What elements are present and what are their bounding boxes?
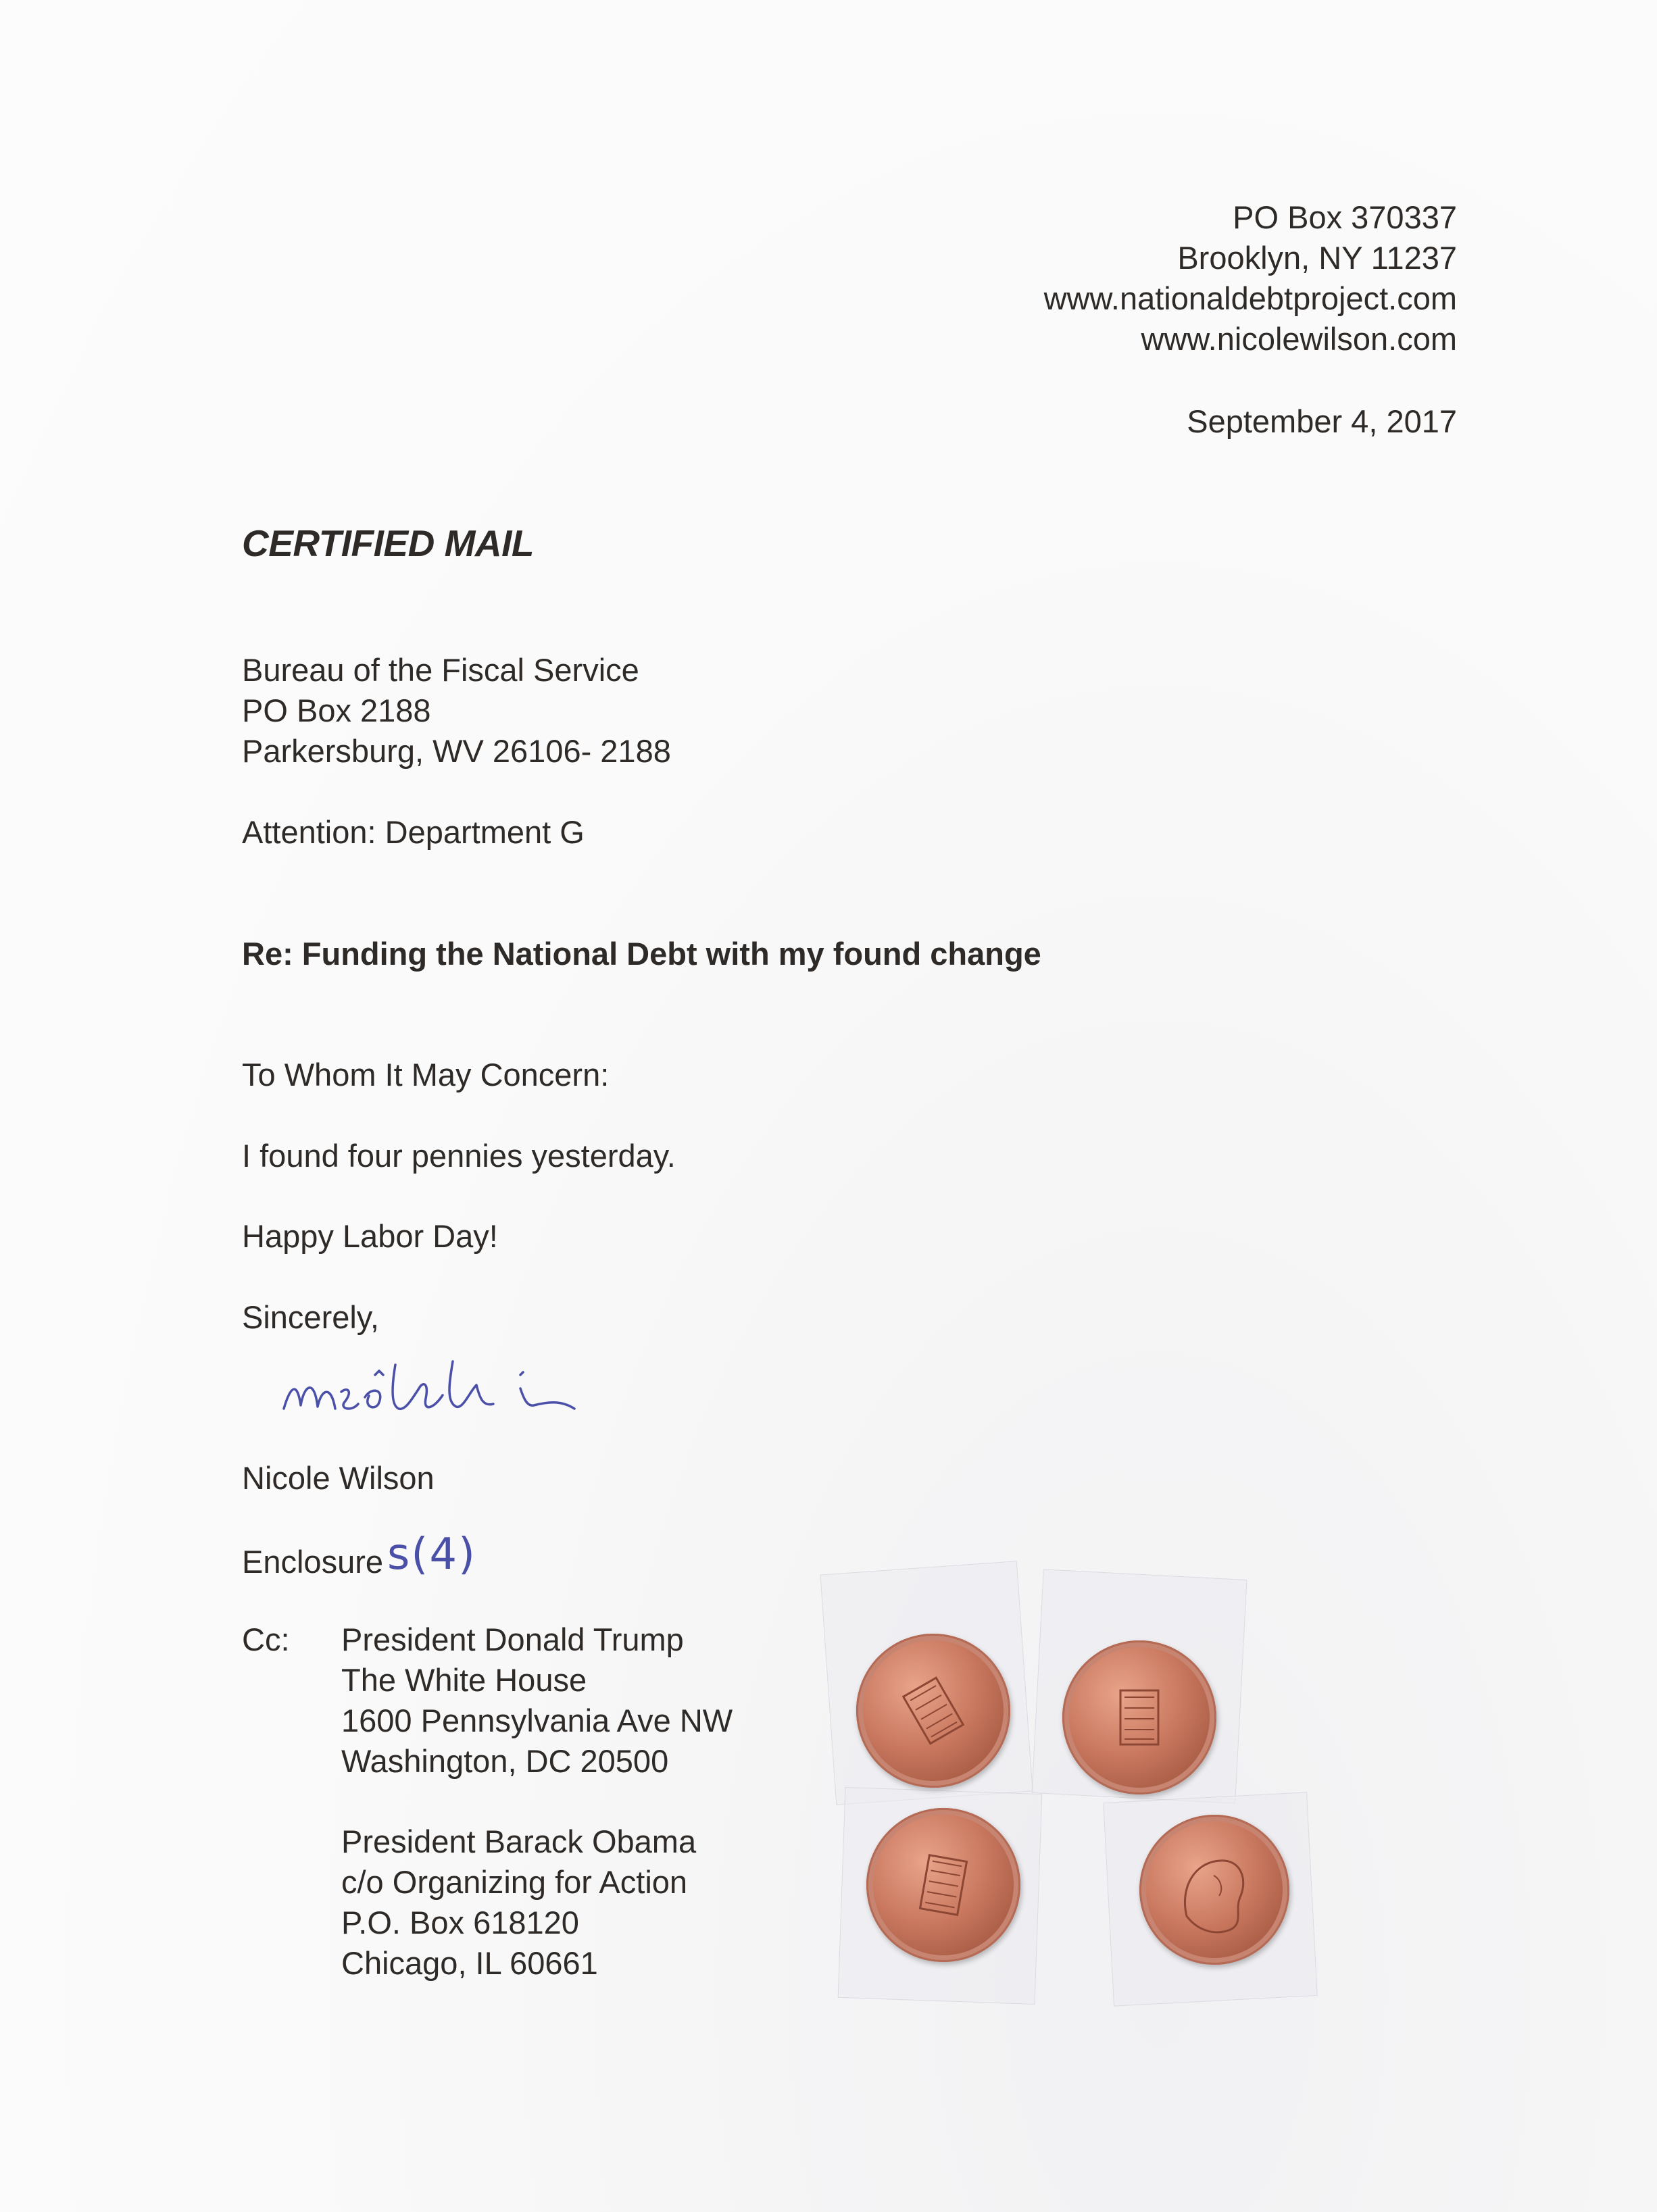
cc-line: President Barack Obama bbox=[341, 1824, 697, 1859]
cc-line: 1600 Pennsylvania Ave NW bbox=[341, 1703, 733, 1738]
body-line-2: Happy Labor Day! bbox=[242, 1218, 498, 1254]
signer-name: Nicole Wilson bbox=[242, 1460, 435, 1496]
salutation: To Whom It May Concern: bbox=[242, 1057, 610, 1092]
cc-label: Cc: bbox=[242, 1622, 290, 1657]
cc-recipient-obama bbox=[341, 1821, 696, 1984]
sender-city: Brooklyn, NY 11237 bbox=[1177, 240, 1457, 276]
sender-address bbox=[1044, 197, 1457, 359]
enclosure-line bbox=[242, 1530, 476, 1582]
penny-coin-1 bbox=[856, 1634, 1010, 1788]
sender-website-1: www.nationaldebtproject.com bbox=[1043, 280, 1457, 316]
enclosure-label: Enclosure bbox=[242, 1544, 383, 1580]
penny-coin-2 bbox=[1062, 1640, 1216, 1794]
subject-line: Re: Funding the National Debt with my found change bbox=[242, 936, 1041, 972]
certified-mail-heading: CERTIFIED MAIL bbox=[242, 522, 534, 564]
cc-line: Washington, DC 20500 bbox=[341, 1743, 669, 1779]
enclosure-handwritten: s(4) bbox=[387, 1530, 476, 1580]
closing: Sincerely, bbox=[242, 1299, 379, 1335]
body-line-1: I found four pennies yesterday. bbox=[242, 1138, 676, 1174]
cc-line: P.O. Box 618120 bbox=[341, 1905, 579, 1940]
letter-date: September 4, 2017 bbox=[1187, 403, 1457, 439]
penny-coin-3 bbox=[866, 1808, 1020, 1962]
attention-line: Attention: Department G bbox=[242, 814, 585, 850]
recipient-po-box: PO Box 2188 bbox=[242, 693, 431, 728]
cc-line: President Donald Trump bbox=[341, 1622, 684, 1657]
cc-line: c/o Organizing for Action bbox=[341, 1864, 688, 1900]
handwritten-signature bbox=[277, 1344, 683, 1432]
cc-recipient-trump bbox=[341, 1619, 733, 1782]
sender-website-2: www.nicolewilson.com bbox=[1141, 321, 1457, 357]
sender-po-box: PO Box 370337 bbox=[1233, 199, 1457, 235]
recipient-city: Parkersburg, WV 26106- 2188 bbox=[242, 733, 671, 769]
cc-line: Chicago, IL 60661 bbox=[341, 1945, 598, 1981]
recipient-address bbox=[242, 650, 671, 772]
recipient-name: Bureau of the Fiscal Service bbox=[242, 652, 639, 688]
penny-coin-4 bbox=[1139, 1815, 1289, 1965]
cc-line: The White House bbox=[341, 1662, 587, 1698]
